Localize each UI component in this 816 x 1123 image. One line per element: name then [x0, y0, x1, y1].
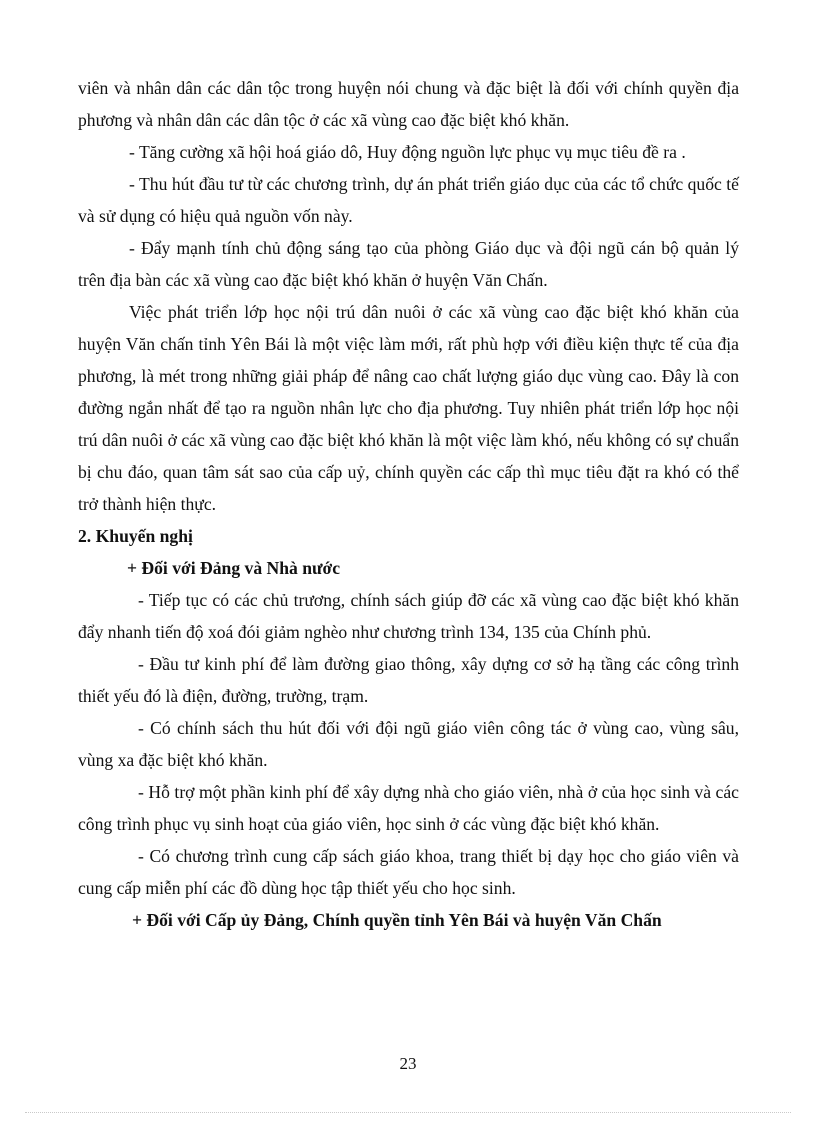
- paragraph-socialization: - Tăng cường xã hội hoá giáo dô, Huy động nguồn lực phục vụ mục tiêu đề ra .: [129, 142, 686, 162]
- recommendation-item: - Có chính sách thu hút đối với đội ngũ giáo viên công tác ở vùng cao, vùng sâu, vùng xa đặc biệt khó khăn.: [78, 718, 739, 770]
- recommendation-item: - Hỗ trợ một phần kinh phí để xây dựng nhà cho giáo viên, nhà ở của học sinh và các công trình phục vụ sinh hoạt của giáo viên, học sinh ở các vùng đặc biệt khó khăn.: [78, 782, 739, 834]
- page-bottom-divider: [25, 1112, 791, 1113]
- recommendation-item: - Có chương trình cung cấp sách giáo khoa, trang thiết bị dạy học cho giáo viên và cung cấp miễn phí các đồ dùng học tập thiết yếu cho học sinh.: [78, 846, 739, 898]
- subheading-party-state: + Đối với Đảng và Nhà nước: [127, 558, 341, 578]
- subheading-local-authorities: + Đối với Cấp ủy Đảng, Chính quyền tỉnh Yên Bái và huyện Văn Chấn: [132, 910, 662, 930]
- paragraph-investment: - Thu hút đầu tư từ các chương trình, dự án phát triển giáo dục của các tổ chức quốc tế và sử dụng có hiệu quả nguồn vốn này.: [78, 174, 739, 226]
- recommendation-item: - Đầu tư kinh phí để làm đường giao thông, xây dựng cơ sở hạ tầng các công trình thiết yếu đó là điện, đường, trường, trạm.: [78, 654, 739, 706]
- recommendation-item: - Tiếp tục có các chủ trương, chính sách giúp đỡ các xã vùng cao đặc biệt khó khăn đẩy nhanh tiến độ xoá đói giảm nghèo như chương trình 134, 135 của Chính phủ.: [78, 590, 739, 642]
- section-heading: 2. Khuyến nghị: [78, 526, 193, 546]
- paragraph-continuation: viên và nhân dân các dân tộc trong huyện nói chung và đặc biệt là đối với chính quyền địa phương và nhân dân các dân tộc ở các xã vùng cao đặc biệt khó khăn.: [78, 78, 739, 130]
- page-number: 23: [399, 1054, 417, 1073]
- paragraph-creativity: - Đẩy mạnh tính chủ động sáng tạo của phòng Giáo dục và đội ngũ cán bộ quản lý trên địa bàn các xã vùng cao đặc biệt khó khăn ở huyện Văn Chấn.: [78, 238, 739, 290]
- page-body: [78, 72, 739, 936]
- paragraph-conclusion: Việc phát triển lớp học nội trú dân nuôi ở các xã vùng cao đặc biệt khó khăn của huyện Văn chấn tỉnh Yên Bái là một việc làm mới, rất phù hợp với điều kiện thực tế của địa phương, là mét trong những giải pháp để nâng cao chất lượng giáo dục vùng cao. Đây là con đường ngắn nhất để tạo ra nguồn nhân lực cho địa phương. Tuy nhiên phát triển lớp học nội trú dân nuôi ở các xã vùng cao đặc biệt khó khăn là một việc làm khó, nếu không có sự chuẩn bị chu đáo, quan tâm sát sao của cấp uỷ, chính quyền các cấp thì mục tiêu đặt ra khó có thể trở thành hiện thực.: [78, 302, 739, 514]
